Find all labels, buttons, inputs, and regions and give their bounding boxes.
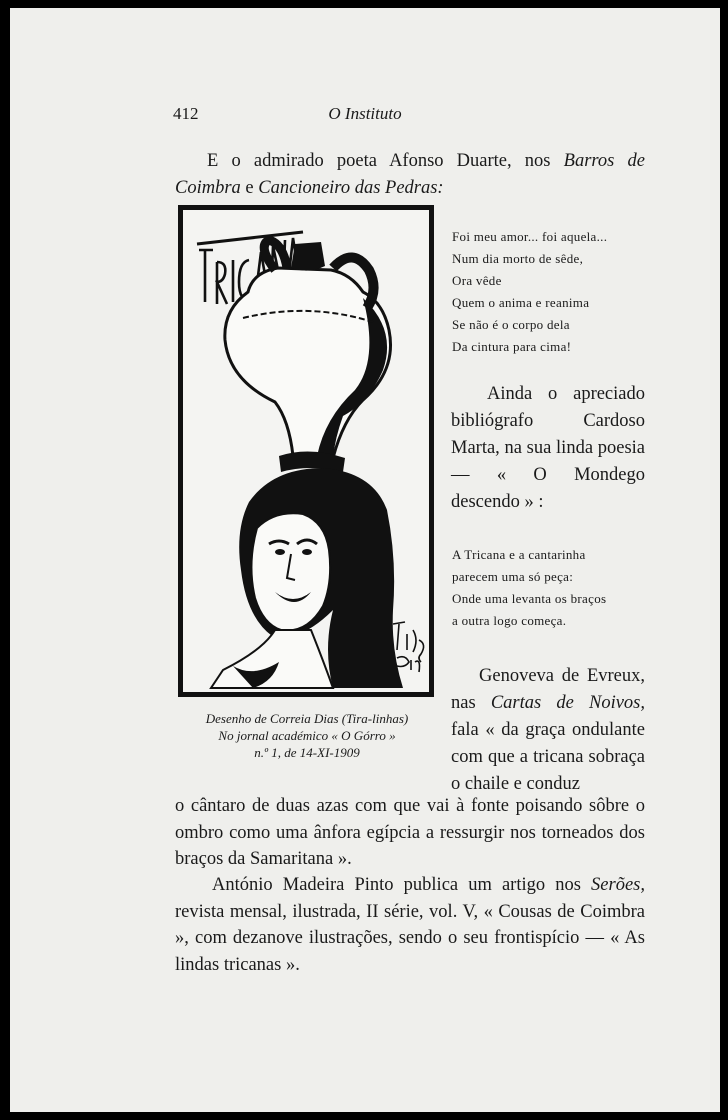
paragraph-madeira-pinto bbox=[175, 872, 645, 978]
poem-cardoso-marta bbox=[452, 544, 652, 632]
poem-line: Onde uma levanta os braços bbox=[452, 591, 607, 606]
poem-line: A Tricana e a cantarinha bbox=[452, 547, 586, 562]
poem-line: a outra logo começa. bbox=[452, 613, 567, 628]
book-title-cancioneiro: Cancioneiro das Pedras: bbox=[258, 178, 444, 198]
poem-line: Da cintura para cima! bbox=[452, 339, 572, 354]
intro-text: E o admirado poeta Afonso Duarte, nos bbox=[207, 151, 564, 171]
artist-signature bbox=[393, 622, 424, 672]
poem-line: Se não é o corpo dela bbox=[452, 317, 570, 332]
jar-body bbox=[225, 268, 391, 458]
madeira-text: António Madeira Pinto publica um artigo nos bbox=[212, 875, 592, 895]
caption-line: No jornal académico « O Górro » bbox=[218, 728, 396, 743]
poem-line: Ora vêde bbox=[452, 273, 502, 288]
poem-line: Num dia morto de sêde, bbox=[452, 251, 584, 266]
poem-line: Foi meu amor... foi aquela... bbox=[452, 229, 608, 244]
book-title-cartas: Cartas de Noivos, bbox=[490, 693, 645, 713]
caption-line: n.º 1, de 14-XI-1909 bbox=[254, 745, 360, 760]
madeira-text-after: revista mensal, ilustrada, II série, vol. V, « Cousas de Coimbra », com dezanove ilustrações, sendo o seu frontispício — « As lindas tricanas ». bbox=[175, 901, 645, 975]
poem-line: Quem o anima e reanima bbox=[452, 295, 590, 310]
face bbox=[251, 513, 330, 630]
running-title: O Instituto bbox=[328, 104, 402, 123]
intro-paragraph bbox=[175, 148, 645, 202]
jar-neck bbox=[291, 242, 325, 271]
poem-afonso-duarte bbox=[452, 226, 652, 358]
paragraph-cardoso-marta: Ainda o apreciado bibliógrafo Cardoso Marta, na sua linda poesia — « O Mondego descendo » : bbox=[451, 384, 645, 512]
page-number: 412 bbox=[173, 104, 199, 123]
tricana-drawing bbox=[183, 210, 429, 692]
paragraph-genoveva-continued: o cântaro de duas azas com que vai à fonte poisando sôbre o ombro como uma ânfora egípcia a ressurgir nos torneados dos braços da Samaritana ». bbox=[175, 796, 645, 869]
book-page bbox=[10, 8, 720, 1112]
genoveva-text: Genoveva de Evreux, nas bbox=[451, 666, 645, 713]
figure-caption bbox=[170, 710, 444, 761]
poem-line: parecem uma só peça: bbox=[452, 569, 574, 584]
intro-connector: e bbox=[240, 178, 259, 198]
caption-line: Desenho de Correia Dias (Tira-linhas) bbox=[205, 711, 409, 726]
tricana-illustration bbox=[178, 205, 434, 697]
paragraph-genoveva bbox=[451, 663, 645, 798]
magazine-title-seroes: Serões, bbox=[591, 875, 645, 895]
genoveva-quote: fala « da graça ondulante com que a tricana sobraça o chaile e conduz bbox=[451, 720, 645, 794]
book-title-barros: Barros de Coimbra bbox=[175, 151, 645, 198]
